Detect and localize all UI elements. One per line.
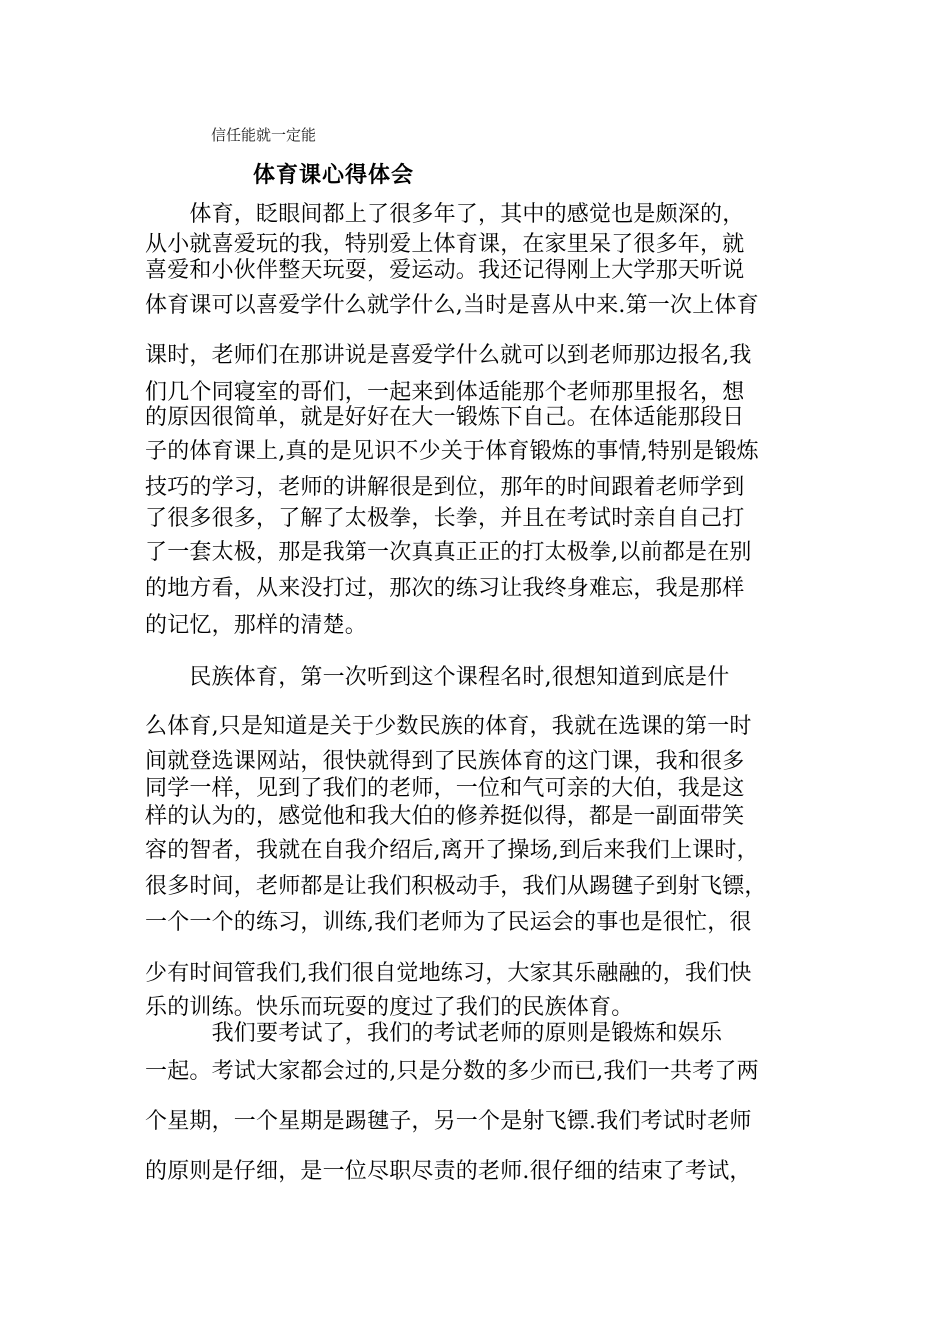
body-line: 的地方看，从来没打过，那次的练习让我终身难忘，我是那样 [145, 576, 745, 601]
body-line: 很多时间，老师都是让我们积极动手，我们从踢毽子到射飞镖， [145, 874, 767, 899]
body-line: 的原因很简单，就是好好在大一锻炼下自己。在体适能那段日 [145, 405, 745, 430]
body-line: 么体育,只是知道是关于少数民族的体育，我就在选课的第一时 [145, 714, 752, 739]
body-line: 个星期，一个星期是踢毽子，另一个是射飞镖.我们考试时老师 [145, 1109, 752, 1134]
body-line: 了很多很多，了解了太极拳，长拳，并且在考试时亲自自己打 [145, 506, 745, 531]
body-line: 乐的训练。快乐而玩耍的度过了我们的民族体育。 [145, 995, 634, 1020]
page-header: 信任能就一定能 [211, 126, 317, 144]
body-line: 一起。考试大家都会过的,只是分数的多少而已,我们一共考了两 [145, 1059, 759, 1084]
body-line: 子的体育课上,真的是见识不少关于体育锻炼的事情,特别是锻炼 [145, 439, 759, 464]
body-line: 了一套太极，那是我第一次真真正正的打太极拳,以前都是在别 [145, 540, 752, 565]
body-line: 从小就喜爱玩的我，特别爱上体育课，在家里呆了很多年，就 [145, 232, 745, 257]
body-line: 少有时间管我们,我们很自觉地练习，大家其乐融融的，我们快 [145, 961, 752, 986]
body-line: 体育，眨眼间都上了很多年了，其中的感觉也是颇深的， [145, 202, 745, 227]
body-line: 技巧的学习，老师的讲解很是到位，那年的时间跟着老师学到 [145, 475, 745, 500]
body-line: 们几个同寝室的哥们，一起来到体适能那个老师那里报名，想 [145, 380, 745, 405]
body-line: 容的智者，我就在自我介绍后,离开了操场,到后来我们上课时， [145, 838, 759, 863]
body-line: 课时，老师们在那讲说是喜爱学什么就可以到老师那边报名,我 [145, 343, 752, 368]
body-line: 的原则是仔细，是一位尽职尽责的老师.很仔细的结束了考试， [145, 1159, 752, 1184]
body-line: 一个一个的练习，训练,我们老师为了民运会的事也是很忙，很 [145, 910, 752, 935]
body-line: 我们要考试了，我们的考试老师的原则是锻炼和娱乐 [145, 1021, 723, 1046]
body-line: 民族体育，第一次听到这个课程名时,很想知道到底是什 [145, 665, 730, 690]
body-line: 同学一样，见到了我们的老师，一位和气可亲的大伯，我是这 [145, 776, 745, 801]
body-line: 样的认为的，感觉他和我大伯的修养挺似得，都是一副面带笑 [145, 804, 745, 829]
body-line: 间就登选课网站，很快就得到了民族体育的这门课，我和很多 [145, 749, 745, 774]
body-line: 喜爱和小伙伴整天玩耍，爱运动。我还记得刚上大学那天听说 [145, 258, 745, 283]
body-line: 体育课可以喜爱学什么就学什么,当时是喜从中来.第一次上体育 [145, 293, 759, 318]
document-title: 体育课心得体会 [253, 162, 415, 188]
body-line: 的记忆，那样的清楚。 [145, 613, 368, 638]
